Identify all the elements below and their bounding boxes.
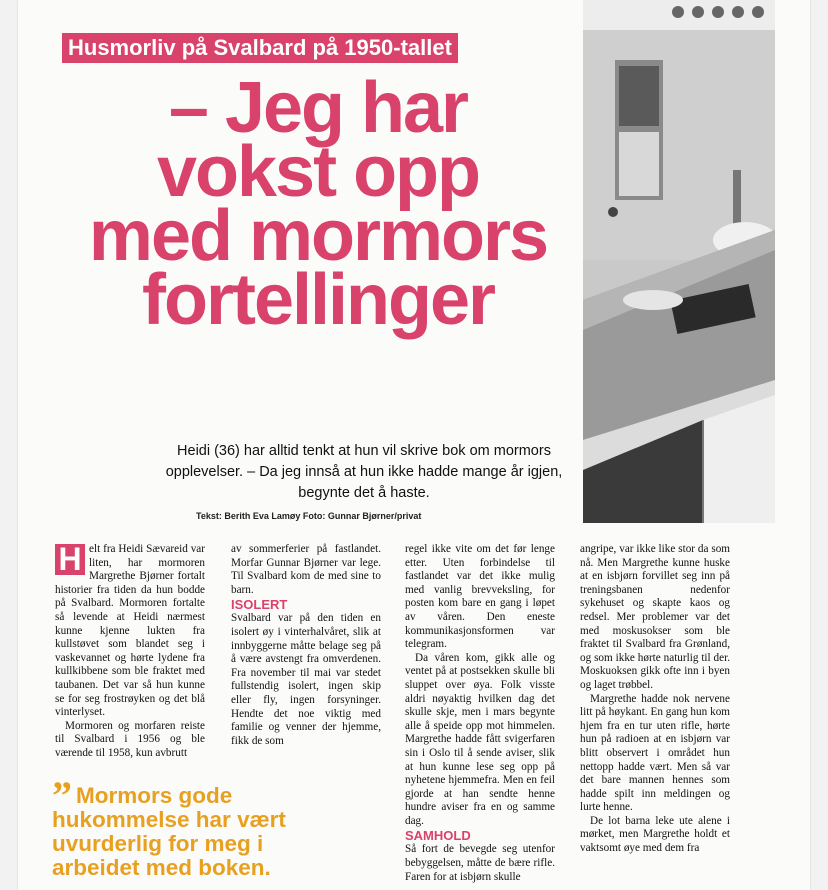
headline-line: vokst opp [156, 132, 480, 212]
magazine-page [18, 0, 810, 890]
paragraph: Margrethe hadde nok nervene litt på høykant. En gang hun kom hjem fra en tur uten rifle, hørte hun på radioen at en isbjørn var blitt observert i området hun nettopp hadde vært. Men så var det bare mannen hennes som hadde spilt inn meldingen og lurte henne. [580, 692, 730, 814]
paragraph: regel ikke vite om det før lenge etter. Uten forbindelse til fastlandet var det ikke mulig med vanlig brevveksling, for posten kom bare en gang i løpet av våren. Den eneste kommunikasjonsformen var telegram. [405, 543, 555, 651]
headline-line: – Jeg har [168, 68, 468, 148]
subhead-samhold: SAMHOLD [405, 828, 471, 844]
paragraph: De lot barna leke ute alene i mørket, men Margrethe holdt et vaktsomt øye med dem fra [580, 814, 730, 855]
paragraph [55, 543, 205, 720]
subhead-isolert: ISOLERT [231, 597, 288, 613]
article-column-4 [580, 543, 730, 856]
article-column-1 [55, 543, 205, 761]
byline: Tekst: Berith Eva Lamøy Foto: Gunnar Bjørner/privat [196, 511, 422, 521]
paragraph: Så fort de bevegde seg utenfor bebyggelsen, måtte de bære rifle. Faren for at isbjørn skulle [405, 843, 555, 883]
paragraph-text: elt fra Heidi Sævareid var liten, har mormoren Margrethe Bjørner fortalt historier fra tiden da hun bodde på Svalbard. Mormoren fortalte så levende at Heidi nærmest kunne kjenne lukten fra kullstøvet som blandet seg i vaskevannet og hørte lydene fra kullkibbene som ble fraktet med taubanen. Det var så hun kunne se for seg frostrøyken og det blå vinterlyset. [55, 543, 205, 719]
paragraph: Svalbard var på den tiden en isolert øy i vinterhalvåret, slik at innbyggerne måtte belage seg på å være avstengt fra omverdenen. Fra november til mai var stedet fullstendig isolert, ingen skip eller fly, ingen forsyninger. Hendte det noe viktig med familie og venner der hjemme, fikk de som [231, 612, 381, 747]
kitchen-photo [583, 0, 775, 523]
kitchen-photo-image [583, 0, 775, 523]
pull-quote-text: Mormors gode hukommelse har vært uvurderlig for meg i arbeidet med boken. [52, 783, 286, 880]
article-column-2 [231, 543, 381, 748]
article-column-3 [405, 543, 555, 884]
headline-line: med mormors [88, 196, 548, 276]
ingress: Heidi (36) har alltid tenkt at hun vil skrive bok om mormors opplevelser. – Da jeg innså at hun ikke hadde mange år igjen, begynte det å haste. [165, 443, 563, 501]
paragraph: av sommerferier på fastlandet. Morfar Gunnar Bjørner var lege. Til Svalbard kom de med sine to barn. [231, 543, 381, 596]
headline [58, 68, 578, 340]
pull-quote [52, 773, 352, 880]
drop-cap: H [55, 544, 85, 575]
kicker-label: Husmorliv på Svalbard på 1950-tallet [62, 33, 458, 63]
quote-mark-icon: ” [52, 773, 72, 818]
paragraph: Mormoren og morfaren reiste til Svalbard i 1956 og ble værende til 1958, kun avbrutt [55, 719, 205, 759]
paragraph: angripe, var ikke like stor da som nå. Men Margrethe kunne huske at en isbjørn forvillet seg inn på treningsbanen nedenfor sykehuset og skapte kaos og redsel. Mer problemer var det med moskusokser som ble fraktet til Svalbard fra Grønland, og som ikke hørte naturlig til der. Moskuoksen gikk ofte inn i byen og laget trøbbel. [580, 543, 730, 691]
paragraph: Da våren kom, gikk alle og ventet på at postsekken skulle bli sluppet over øya. Folk visste aldri nøyaktig hvilken dag det skulle skje, men i mars begynte alle å speide opp mot himmelen. Margrethe hadde fått svigerfaren sin i Oslo til å sende aviser, slik at hun kunne lese seg opp på nyhetene hjemmefra. Men en feil gjorde at han sendte henne hundre aviser fra en og samme dag. [405, 651, 555, 827]
headline-line: fortellinger [141, 260, 495, 340]
